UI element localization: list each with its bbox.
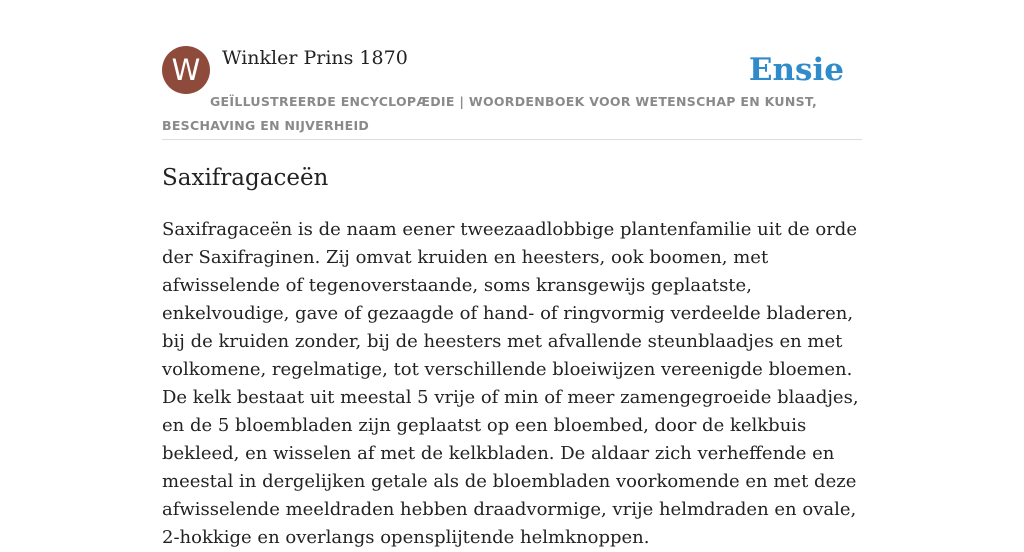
source-subtitle: GEÏLLUSTREERDE ENCYCLOPÆDIE | WOORDENBOEK VOOR WETENSCHAP EN KUNST, BESCHAVING EN NIJVERHEID [162, 94, 818, 133]
article-body: Saxifragaceën is de naam eener tweezaadlobbige plantenfamilie uit de orde der Saxifraginen. Zij omvat kruiden en heesters, ook boomen, met afwisselende of tegenoverstaande, soms kransgewijs geplaatste, enkelvoudige, gave of gezaagde of hand- of ringvormig verdeelde bladeren, bij de kruiden zonder, bij de heesters met afvallende steunblaadjes en met volkomene, regelmatige, tot verschillende bloeiwijzen vereenigde bloemen. De kelk bestaat uit meestal 5 vrije of min of meer zamengegroeide blaadjes, en de 5 bloembladen zijn geplaatst op een bloembed, door de kelkbuis bekleed, en wisselen af met de kelkbladen. De aldaar zich verheffende en meestal in dergelijken getale als de bloembladen voorkomende en met deze afwisselende meeldraden hebben draadvormige, vrije helmdraden en ovale, 2-hokkige en overlangs opensplijtende helmknoppen. [162, 219, 859, 548]
ensie-logo[interactable]: Ensie [748, 52, 844, 88]
source-avatar[interactable]: W [162, 46, 210, 94]
source-title-link[interactable]: Winkler Prins 1870 [222, 47, 408, 69]
article-title: Saxifragaceën [162, 165, 329, 191]
source-header [162, 46, 862, 140]
